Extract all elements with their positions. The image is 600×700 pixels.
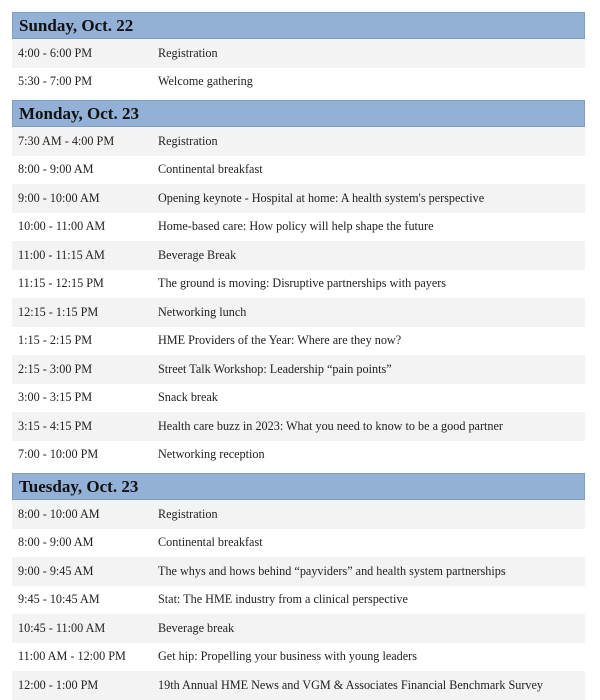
session-row (12, 671, 585, 700)
day-section (12, 12, 585, 96)
session-time: 2:15 - 3:00 PM (18, 361, 93, 376)
session-time: 1:15 - 2:15 PM (18, 333, 93, 348)
agenda-schedule (12, 12, 585, 700)
session-row (12, 557, 585, 586)
session-title: Welcome gathering (158, 74, 253, 89)
session-time: 5:30 - 7:00 PM (18, 74, 93, 89)
day-section (12, 473, 585, 700)
session-title: Networking reception (158, 447, 265, 462)
day-section (12, 100, 585, 469)
session-title: Registration (158, 45, 218, 60)
session-title: Street Talk Workshop: Leadership “pain points” (158, 361, 392, 376)
session-title: Home-based care: How policy will help shape the future (158, 219, 434, 234)
session-row (12, 213, 585, 242)
session-title: Health care buzz in 2023: What you need to know to be a good partner (158, 418, 503, 433)
session-row (12, 355, 585, 384)
day-header: Monday, Oct. 23 (12, 100, 585, 127)
session-time: 12:00 - 1:00 PM (18, 677, 99, 692)
session-title: Get hip: Propelling your business with young leaders (158, 649, 417, 664)
session-title: Beverage Break (158, 247, 237, 262)
session-row (12, 241, 585, 270)
session-time: 4:00 - 6:00 PM (18, 45, 93, 60)
session-time: 10:45 - 11:00 AM (18, 620, 106, 635)
session-time: 9:00 - 10:00 AM (18, 190, 100, 205)
session-row (12, 586, 585, 615)
session-time: 8:00 - 9:00 AM (18, 535, 94, 550)
session-row (12, 156, 585, 185)
session-row (12, 441, 585, 470)
session-title: HME Providers of the Year: Where are they now? (158, 333, 402, 348)
session-row (12, 327, 585, 356)
session-time: 7:00 - 10:00 PM (18, 447, 99, 462)
session-title: 19th Annual HME News and VGM & Associates Financial Benchmark Survey (158, 677, 543, 692)
session-title: Beverage break (158, 620, 235, 635)
session-row (12, 614, 585, 643)
session-row (12, 643, 585, 672)
session-row (12, 184, 585, 213)
session-row (12, 127, 585, 156)
session-title: The whys and hows behind “payviders” and health system partnerships (158, 563, 506, 578)
session-row (12, 68, 585, 97)
session-row (12, 529, 585, 558)
session-title: Stat: The HME industry from a clinical perspective (158, 592, 408, 607)
session-title: Networking lunch (158, 304, 247, 319)
session-time: 11:00 AM - 12:00 PM (18, 649, 126, 664)
day-header: Tuesday, Oct. 23 (12, 473, 585, 500)
session-time: 8:00 - 9:00 AM (18, 162, 94, 177)
session-title: Snack break (158, 390, 218, 405)
session-row (12, 384, 585, 413)
session-title: Registration (158, 506, 218, 521)
session-row (12, 500, 585, 529)
session-time: 8:00 - 10:00 AM (18, 506, 100, 521)
session-row (12, 412, 585, 441)
session-title: Opening keynote - Hospital at home: A health system's perspective (158, 190, 485, 205)
session-row (12, 39, 585, 68)
session-row (12, 298, 585, 327)
session-time: 9:00 - 9:45 AM (18, 563, 94, 578)
session-row (12, 270, 585, 299)
session-time: 9:45 - 10:45 AM (18, 592, 100, 607)
session-time: 10:00 - 11:00 AM (18, 219, 106, 234)
session-time: 7:30 AM - 4:00 PM (18, 133, 115, 148)
session-time: 3:15 - 4:15 PM (18, 418, 93, 433)
session-time: 3:00 - 3:15 PM (18, 390, 93, 405)
session-title: Continental breakfast (158, 162, 263, 177)
day-header: Sunday, Oct. 22 (12, 12, 585, 39)
session-title: Registration (158, 133, 218, 148)
session-title: The ground is moving: Disruptive partnerships with payers (158, 276, 447, 291)
session-title: Continental breakfast (158, 535, 263, 550)
session-time: 12:15 - 1:15 PM (18, 304, 99, 319)
session-time: 11:15 - 12:15 PM (18, 276, 104, 291)
session-time: 11:00 - 11:15 AM (18, 247, 105, 262)
